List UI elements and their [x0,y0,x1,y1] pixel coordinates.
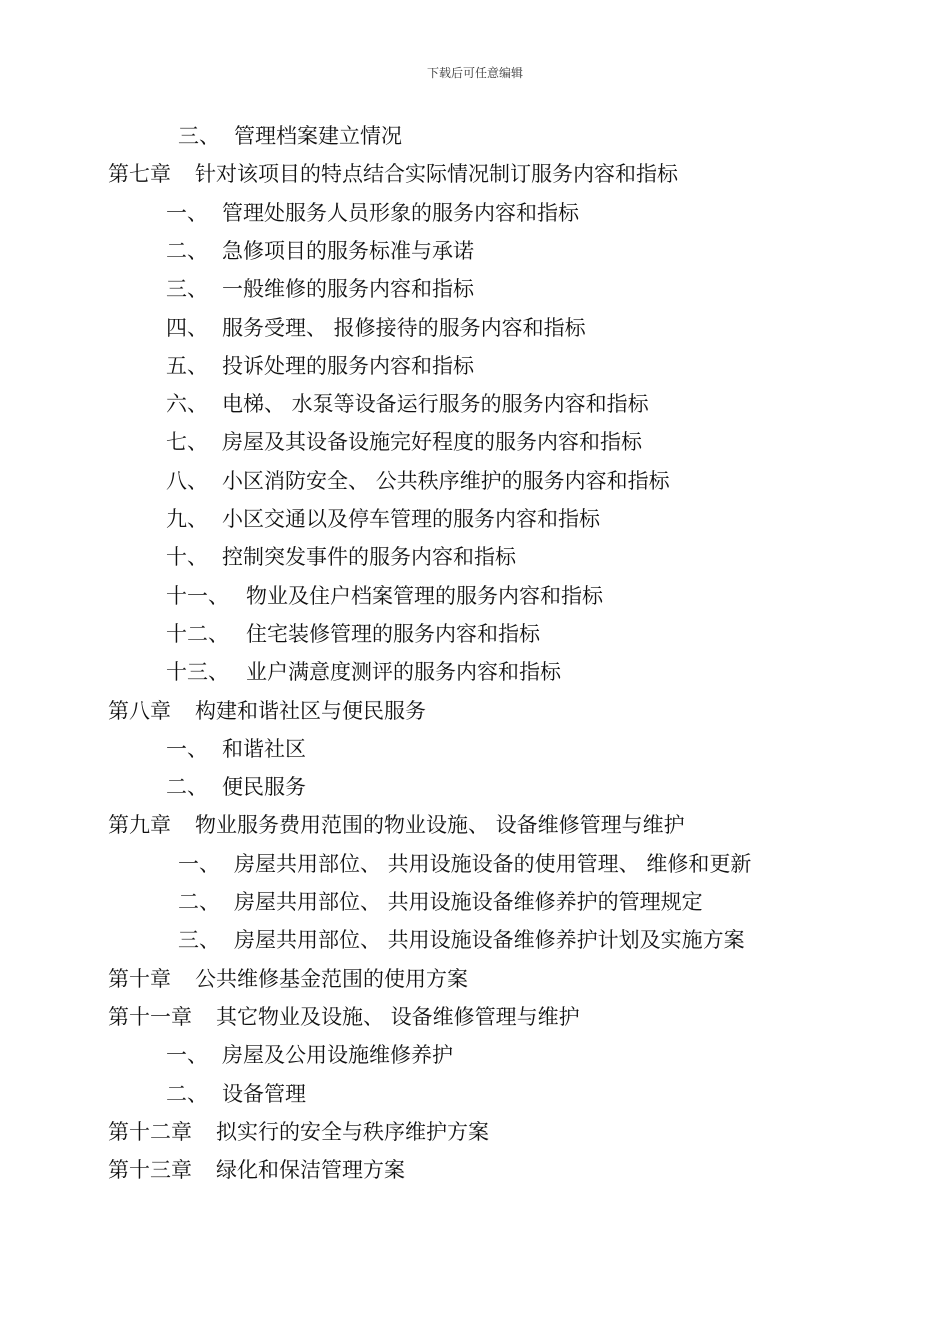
toc-section [166,1075,306,1113]
toc-title: 设备管理 [222,1081,306,1106]
toc-chapter [108,998,580,1036]
toc-number: 十一、 [166,583,229,608]
toc-number: 第九章 [108,813,171,838]
toc-number: 十三、 [166,660,229,685]
toc-title: 其它物业及设施、 设备维修管理与维护 [216,1004,580,1029]
toc-title: 服务受理、 报修接待的服务内容和指标 [222,315,586,340]
toc-number: 六、 [166,392,208,417]
toc-chapter [108,1151,405,1189]
toc-number: 一、 [166,200,208,225]
toc-number: 第十章 [108,966,171,991]
toc-number: 三、 [178,928,220,953]
toc-number: 一、 [166,736,208,761]
toc-number: 九、 [166,507,208,531]
toc-section [178,883,703,921]
toc-title: 物业及住户档案管理的服务内容和指标 [246,583,603,608]
toc-section [166,462,670,500]
toc-title: 便民服务 [222,775,306,800]
toc-number: 第十三章 [108,1158,192,1183]
toc-section [166,194,579,232]
toc-section [166,423,642,461]
toc-section [178,117,402,155]
toc-title: 房屋及其设备设施完好程度的服务内容和指标 [222,430,642,455]
toc-title: 房屋共用部位、 共用设施设备维修养护计划及实施方案 [234,928,745,953]
toc-number: 七、 [166,430,208,455]
toc-number: 第八章 [108,698,171,723]
toc-section [166,653,561,691]
page-header: 下载后可任意编辑 [426,66,523,80]
toc-number: 第七章 [108,162,171,187]
toc-number: 二、 [178,890,220,914]
toc-section [178,845,751,883]
toc-chapter [108,155,678,193]
toc-number: 八、 [166,468,208,493]
toc-title: 投诉处理的服务内容和指标 [222,353,474,378]
toc-chapter [108,960,468,998]
toc-number: 三、 [178,124,220,148]
toc-number: 第十一章 [108,1004,192,1029]
toc-section [166,768,306,806]
toc-chapter [108,1113,489,1151]
toc-number: 二、 [166,238,208,263]
toc-section [178,921,745,959]
toc-title: 物业服务费用范围的物业设施、 设备维修管理与维护 [195,813,685,838]
toc-number: 二、 [166,1081,208,1106]
toc-title: 业户满意度测评的服务内容和指标 [246,660,561,685]
toc-number: 十二、 [166,621,229,646]
toc-number: 二、 [166,775,208,800]
toc-title: 小区消防安全、 公共秩序维护的服务内容和指标 [222,468,670,493]
toc-title: 小区交通以及停车管理的服务内容和指标 [222,507,600,531]
toc-title: 一般维修的服务内容和指标 [222,277,474,302]
toc-title: 管理处服务人员形象的服务内容和指标 [222,200,579,225]
toc-section [166,1036,453,1074]
toc-number: 三、 [166,277,208,302]
toc-number: 一、 [166,1043,208,1068]
toc-number: 五、 [166,353,208,378]
toc-section [166,577,603,615]
toc-section [166,730,306,768]
toc-chapter [108,692,426,730]
toc-title: 房屋共用部位、 共用设施设备的使用管理、 维修和更新 [234,851,752,876]
toc-title: 绿化和保洁管理方案 [216,1158,405,1183]
toc-title: 房屋共用部位、 共用设施设备维修养护的管理规定 [234,890,703,914]
toc-number: 一、 [178,851,220,876]
toc-title: 电梯、 水泵等设备运行服务的服务内容和指标 [222,392,649,417]
toc-number: 第十二章 [108,1119,192,1144]
toc-chapter [108,806,685,844]
toc-title: 急修项目的服务标准与承诺 [222,238,474,263]
toc-section [166,309,586,347]
toc-title: 和谐社区 [222,736,306,761]
toc-section [166,347,474,385]
toc-section [166,500,600,538]
toc-title: 控制突发事件的服务内容和指标 [222,545,516,570]
toc-title: 针对该项目的特点结合实际情况制订服务内容和指标 [195,162,678,187]
toc-number: 四、 [166,315,208,340]
toc-title: 管理档案建立情况 [234,124,402,148]
toc-title: 构建和谐社区与便民服务 [195,698,426,723]
toc-title: 房屋及公用设施维修养护 [222,1043,453,1068]
toc-section [166,615,540,653]
toc-section [166,538,516,576]
toc-title: 拟实行的安全与秩序维护方案 [216,1119,489,1144]
toc-title: 住宅装修管理的服务内容和指标 [246,621,540,646]
toc-number: 十、 [166,545,208,570]
toc-section [166,385,649,423]
toc-title: 公共维修基金范围的使用方案 [195,966,468,991]
toc-section [166,232,474,270]
toc-section [166,270,474,308]
